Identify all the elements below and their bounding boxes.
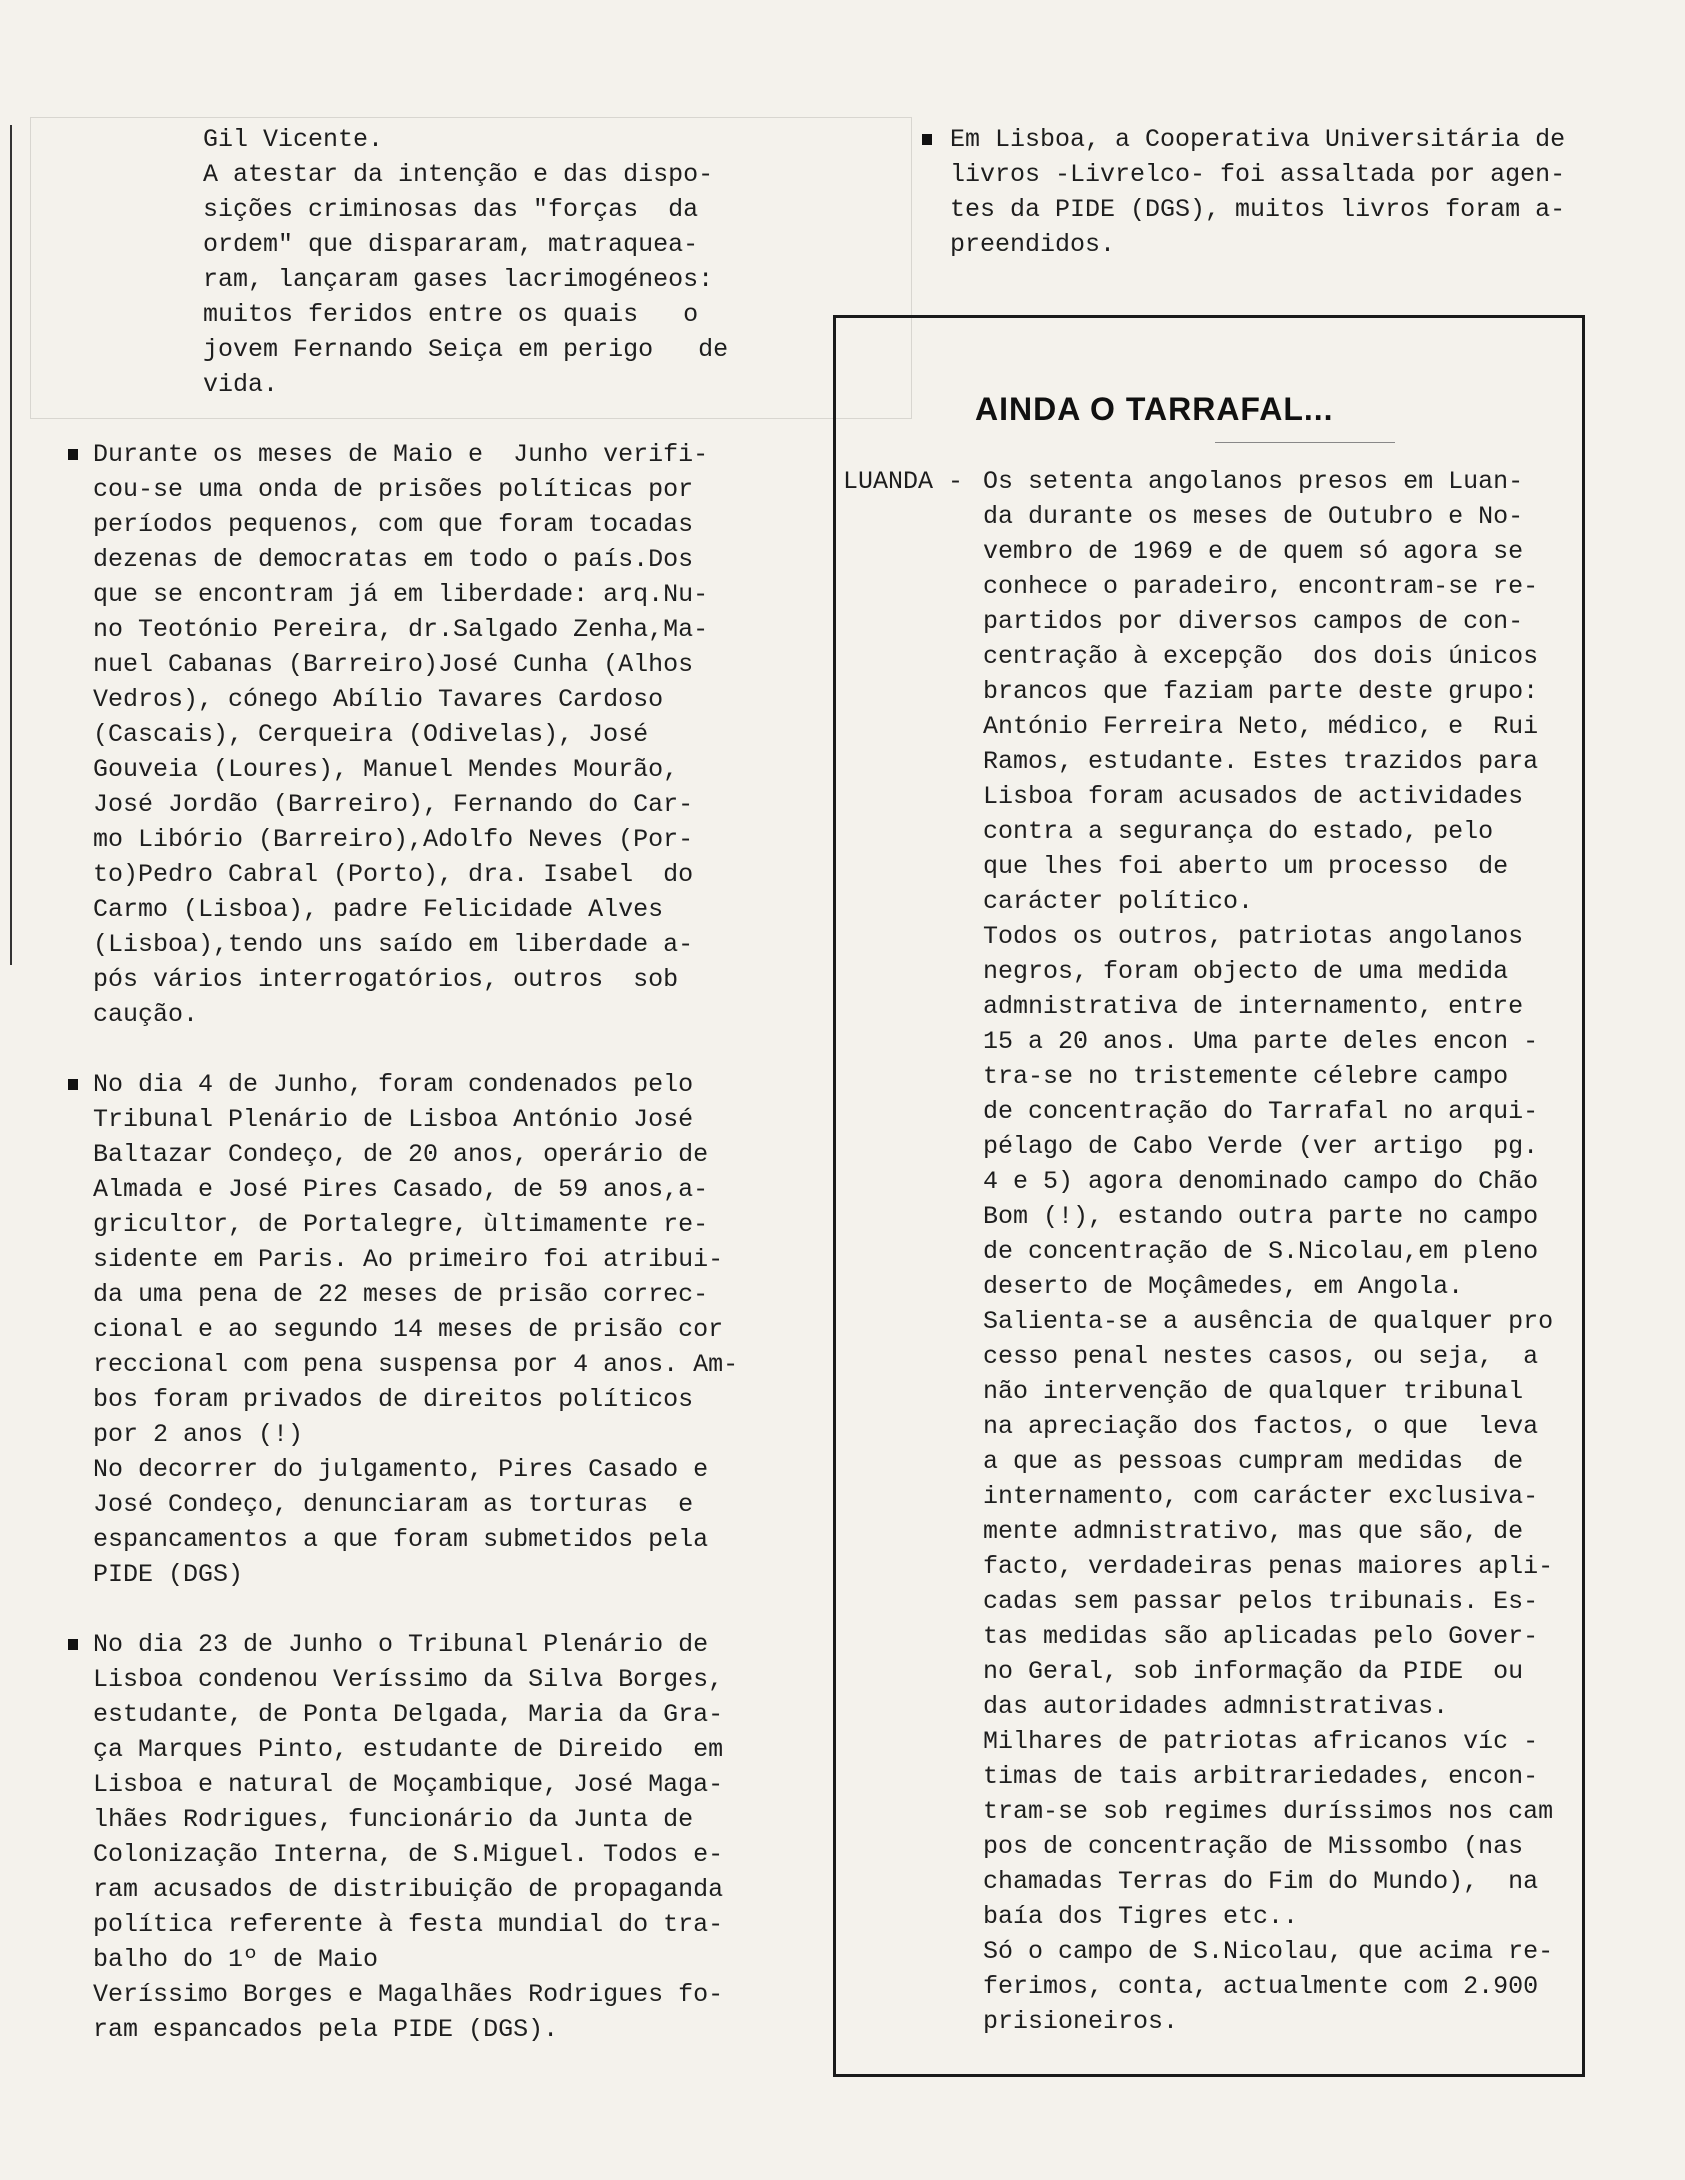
body-line: carácter político.	[983, 887, 1254, 916]
item-line: gricultor, de Portalegre, ùltimamente re-	[93, 1210, 709, 1239]
left-column	[68, 122, 768, 2047]
item-line: Veríssimo Borges e Magalhães Rodrigues fo-	[93, 1980, 724, 2009]
item-line: mo Libório (Barreiro),Adolfo Neves (Por-	[93, 825, 694, 854]
intro-line: jovem Fernando Seiça em perigo de	[203, 335, 729, 364]
item-line: dezenas de democratas em todo o país.Dos	[93, 545, 694, 574]
item-line: que se encontram já em liberdade: arq.Nu-	[93, 580, 709, 609]
tarrafal-body	[983, 464, 1573, 2039]
bullet-marker	[68, 1639, 78, 1650]
body-line: partidos por diversos campos de con-	[983, 607, 1524, 636]
item-line: cou-se uma onda de prisões políticas por	[93, 475, 694, 504]
body-line: ferimos, conta, actualmente com 2.900	[983, 1972, 1539, 2001]
intro-line: sições criminosas das "forças da	[203, 195, 699, 224]
intro-line: muitos feridos entre os quais o	[203, 300, 699, 329]
body-line: cesso penal nestes casos, ou seja, a	[983, 1342, 1539, 1371]
body-line: Salienta-se a ausência de qualquer pro	[983, 1307, 1554, 1336]
item-line: Almada e José Pires Casado, de 59 anos,a-	[93, 1175, 709, 1204]
body-line: 4 e 5) agora denominado campo do Chão	[983, 1167, 1539, 1196]
body-line: de concentração do Tarrafal no arqui-	[983, 1097, 1539, 1126]
body-line: 15 a 20 anos. Uma parte deles encon -	[983, 1027, 1539, 1056]
bullet-marker	[68, 449, 78, 460]
news-item-livrelco	[922, 122, 1592, 262]
item-line: política referente à festa mundial do tra-	[93, 1910, 724, 1939]
item-line: caução.	[93, 1000, 199, 1029]
body-line: Só o campo de S.Nicolau, que acima re-	[983, 1937, 1554, 1966]
body-line: brancos que faziam parte deste grupo:	[983, 677, 1539, 706]
bullet-marker	[68, 1079, 78, 1090]
body-line: Os setenta angolanos presos em Luan-	[983, 467, 1524, 496]
body-line: na apreciação dos factos, o que leva	[983, 1412, 1539, 1441]
intro-line: ram, lançaram gases lacrimogéneos:	[203, 265, 714, 294]
body-line: no Geral, sob informação da PIDE ou	[983, 1657, 1524, 1686]
item-line: no Teotónio Pereira, dr.Salgado Zenha,Ma-	[93, 615, 709, 644]
body-line: que lhes foi aberto um processo de	[983, 852, 1509, 881]
item-line: José Condeço, denunciaram as torturas e	[93, 1490, 694, 1519]
item-line: No dia 23 de Junho o Tribunal Plenário de	[93, 1630, 709, 1659]
item-line: por 2 anos (!)	[93, 1420, 304, 1449]
item-line: tes da PIDE (DGS), muitos livros foram a-	[950, 195, 1566, 224]
body-line: pos de concentração de Missombo (nas	[983, 1832, 1524, 1861]
item-line: ça Marques Pinto, estudante de Direido em	[93, 1735, 724, 1764]
item-line: sidente em Paris. Ao primeiro foi atribui-	[93, 1245, 724, 1274]
intro-line: ordem" que dispararam, matraquea-	[203, 230, 699, 259]
tarrafal-headline: AINDA O TARRAFAL...	[975, 391, 1334, 427]
intro-line: A atestar da intenção e das dispo-	[203, 160, 714, 189]
item-line: ram acusados de distribuição de propaganda	[93, 1875, 724, 1904]
item-line: José Jordão (Barreiro), Fernando do Car-	[93, 790, 694, 819]
body-line: Bom (!), estando outra parte no campo	[983, 1202, 1539, 1231]
item-line: Tribunal Plenário de Lisboa António José	[93, 1105, 694, 1134]
body-line: pélago de Cabo Verde (ver artigo pg.	[983, 1132, 1539, 1161]
body-line: chamadas Terras do Fim do Mundo), na	[983, 1867, 1539, 1896]
item-line: bos foram privados de direitos políticos	[93, 1385, 694, 1414]
item-line: espancamentos a que foram submetidos pela	[93, 1525, 709, 1554]
item-line: ram espancados pela PIDE (DGS).	[93, 2015, 559, 2044]
item-line: No dia 4 de Junho, foram condenados pelo	[93, 1070, 694, 1099]
body-line: facto, verdadeiras penas maiores apli-	[983, 1552, 1554, 1581]
item-line: Em Lisboa, a Cooperativa Universitária de	[950, 125, 1566, 154]
body-line: contra a segurança do estado, pelo	[983, 817, 1494, 846]
item-line: reccional com pena suspensa por 4 anos. Am-	[93, 1350, 739, 1379]
bullet-marker	[922, 134, 932, 145]
body-line: conhece o paradeiro, encontram-se re-	[983, 572, 1539, 601]
item-line: livros -Livrelco- foi assaltada por agen-	[950, 160, 1566, 189]
body-line: mente admnistrativo, mas que são, de	[983, 1517, 1524, 1546]
news-item-borges-trial	[68, 1627, 768, 2047]
body-line: centração à excepção dos dois únicos	[983, 642, 1539, 671]
body-line: baía dos Tigres etc..	[983, 1902, 1299, 1931]
item-line: (Lisboa),tendo uns saído em liberdade a-	[93, 930, 694, 959]
page-edge-line	[10, 125, 12, 965]
item-line: preendidos.	[950, 230, 1116, 259]
body-line: Todos os outros, patriotas angolanos	[983, 922, 1524, 951]
item-line: Lisboa condenou Veríssimo da Silva Borges,	[93, 1665, 724, 1694]
body-line: admnistrativa de internamento, entre	[983, 992, 1524, 1021]
body-line: a que as pessoas cumpram medidas de	[983, 1447, 1524, 1476]
item-line: (Cascais), Cerqueira (Odivelas), José	[93, 720, 649, 749]
item-line: to)Pedro Cabral (Porto), dra. Isabel do	[93, 860, 694, 889]
item-line: PIDE (DGS)	[93, 1560, 244, 1589]
body-line: vembro de 1969 e de quem só agora se	[983, 537, 1524, 566]
headline-rule	[1215, 442, 1395, 443]
item-line: lhães Rodrigues, funcionário da Junta de	[93, 1805, 694, 1834]
dateline-place: LUANDA -	[843, 467, 964, 496]
body-line: da durante os meses de Outubro e No-	[983, 502, 1524, 531]
body-line: Milhares de patriotas africanos víc -	[983, 1727, 1539, 1756]
body-line: negros, foram objecto de uma medida	[983, 957, 1509, 986]
item-line: períodos pequenos, com que foram tocadas	[93, 510, 694, 539]
body-line: de concentração de S.Nicolau,em pleno	[983, 1237, 1539, 1266]
news-item-condeco-trial	[68, 1067, 768, 1592]
item-line: Baltazar Condeço, de 20 anos, operário de	[93, 1140, 709, 1169]
body-line: António Ferreira Neto, médico, e Rui	[983, 712, 1539, 741]
item-line: cional e ao segundo 14 meses de prisão cor	[93, 1315, 724, 1344]
body-line: Ramos, estudante. Estes trazidos para	[983, 747, 1539, 776]
intro-paragraph	[203, 122, 768, 402]
body-line: não intervenção de qualquer tribunal	[983, 1377, 1524, 1406]
item-line: Gouveia (Loures), Manuel Mendes Mourão,	[93, 755, 679, 784]
item-line: pós vários interrogatórios, outros sob	[93, 965, 679, 994]
body-line: deserto de Moçâmedes, em Angola.	[983, 1272, 1464, 1301]
body-line: internamento, com carácter exclusiva-	[983, 1482, 1539, 1511]
item-line: Colonização Interna, de S.Miguel. Todos e-	[93, 1840, 724, 1869]
item-line: Lisboa e natural de Moçambique, José Maga-	[93, 1770, 724, 1799]
item-line: No decorrer do julgamento, Pires Casado e	[93, 1455, 709, 1484]
item-line: Durante os meses de Maio e Junho verifi-	[93, 440, 709, 469]
body-line: tra-se no tristemente célebre campo	[983, 1062, 1509, 1091]
item-line: Vedros), cónego Abílio Tavares Cardoso	[93, 685, 664, 714]
body-line: prisioneiros.	[983, 2007, 1179, 2036]
item-line: da uma pena de 22 meses de prisão correc-	[93, 1280, 709, 1309]
item-line: nuel Cabanas (Barreiro)José Cunha (Alhos	[93, 650, 694, 679]
item-line: balho do 1º de Maio	[93, 1945, 379, 1974]
body-line: cadas sem passar pelos tribunais. Es-	[983, 1587, 1539, 1616]
item-line: estudante, de Ponta Delgada, Maria da Gra-	[93, 1700, 724, 1729]
news-item-prisons	[68, 437, 768, 1032]
item-line: Carmo (Lisboa), padre Felicidade Alves	[93, 895, 664, 924]
intro-line: vida.	[203, 370, 279, 399]
body-line: tram-se sob regimes duríssimos nos cam	[983, 1797, 1554, 1826]
body-line: Lisboa foram acusados de actividades	[983, 782, 1524, 811]
body-line: timas de tais arbitrariedades, encon-	[983, 1762, 1539, 1791]
intro-line: Gil Vicente.	[203, 125, 384, 154]
body-line: tas medidas são aplicadas pelo Gover-	[983, 1622, 1539, 1651]
body-line: das autoridades admnistrativas.	[983, 1692, 1449, 1721]
